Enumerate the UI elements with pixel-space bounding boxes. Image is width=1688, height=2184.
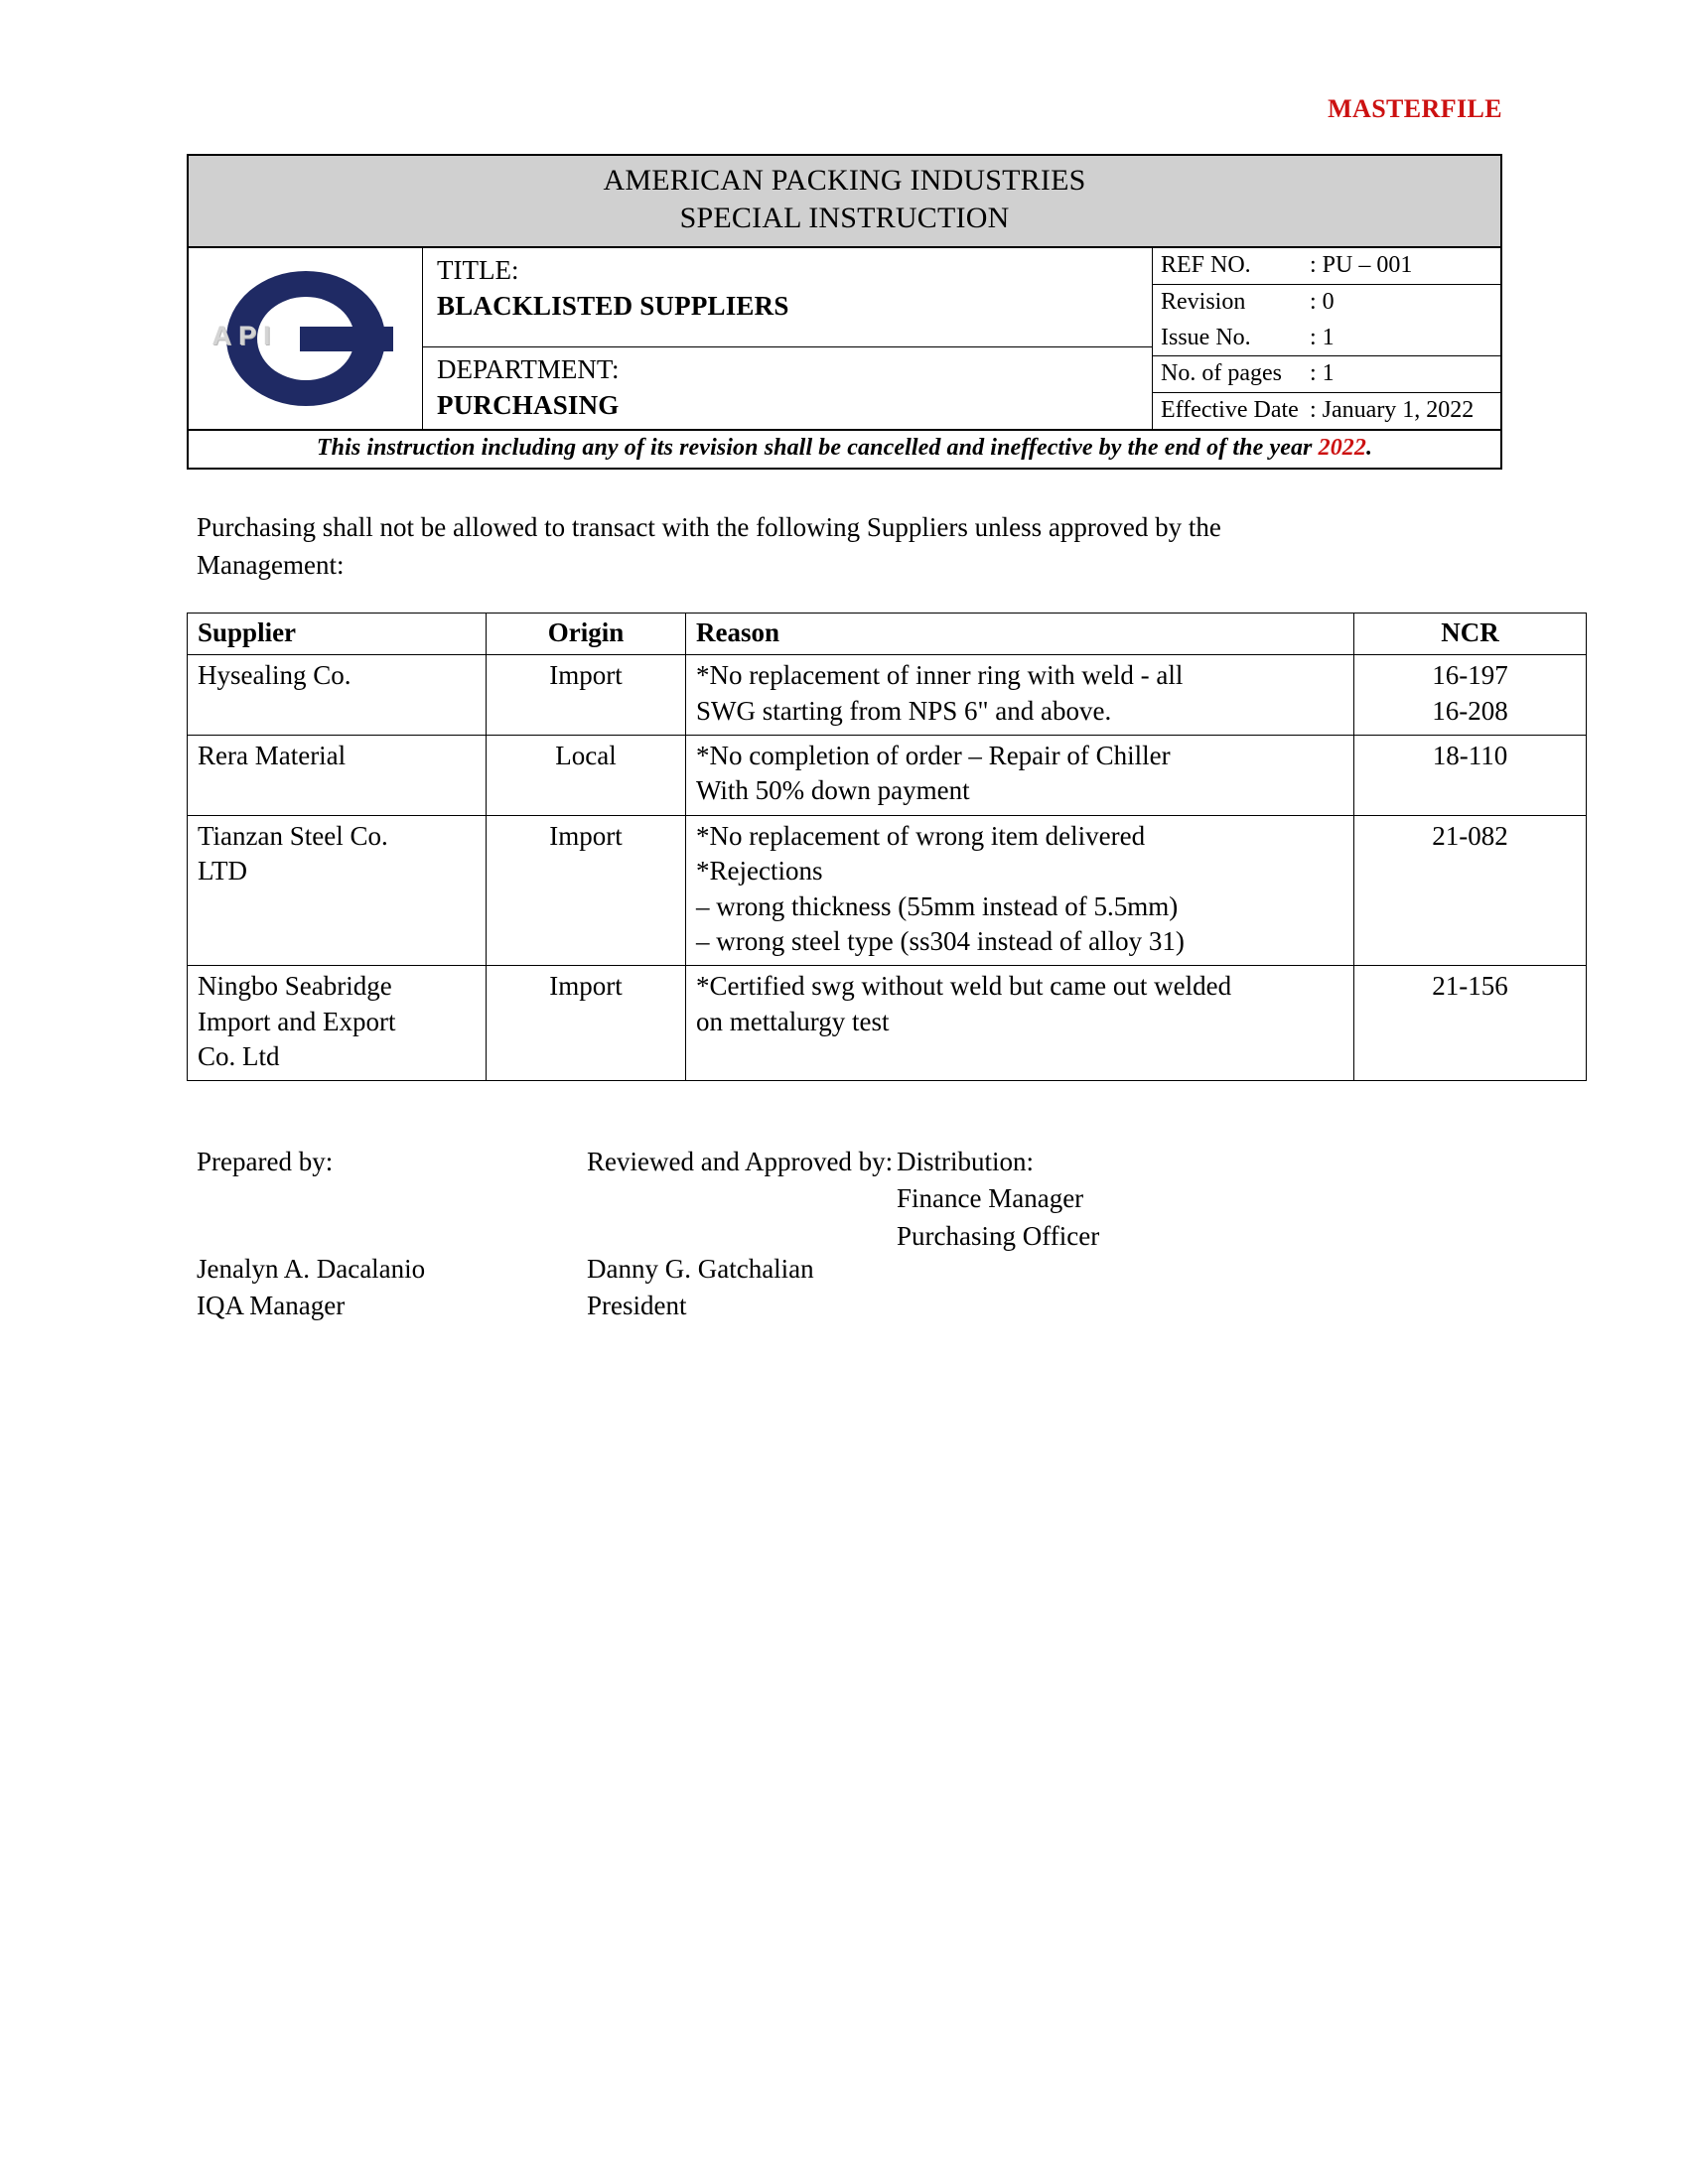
- title-cell: [423, 248, 1152, 347]
- cell-ncr: [1354, 655, 1587, 736]
- header-title-column: [423, 248, 1153, 429]
- cell-origin: Import: [487, 815, 686, 965]
- meta-row-issue-no: [1153, 321, 1500, 356]
- table-header-row: [188, 614, 1587, 655]
- blacklisted-suppliers-table: [187, 613, 1587, 1081]
- meta-row-no-of-pages: [1153, 356, 1500, 393]
- meta-key: No. of pages: [1161, 360, 1282, 387]
- supplier-line: Co. Ltd: [198, 1040, 280, 1071]
- cell-origin: Import: [487, 966, 686, 1081]
- distribution-item: Finance Manager: [897, 1183, 1084, 1214]
- cell-supplier: [188, 966, 487, 1081]
- document-header-box: [187, 154, 1502, 470]
- reason-line: With 50% down payment: [696, 775, 970, 806]
- cell-origin: Import: [487, 655, 686, 736]
- cell-supplier: [188, 736, 487, 816]
- api-logo: [211, 271, 385, 406]
- reviewed-by-role: President: [587, 1291, 687, 1321]
- prepared-by-label: Prepared by:: [197, 1147, 334, 1176]
- cell-supplier: [188, 655, 487, 736]
- reason-line: on mettalurgy test: [696, 1006, 890, 1036]
- header-title-band: [189, 156, 1500, 248]
- reason-line: *Rejections: [696, 856, 823, 887]
- cell-reason: [686, 655, 1354, 736]
- table-row: [188, 966, 1587, 1081]
- ncr-line: 21-156: [1432, 971, 1508, 1002]
- supplier-line: LTD: [198, 856, 248, 887]
- department-value: PURCHASING: [437, 389, 620, 420]
- reason-line: *No replacement of inner ring with weld - all: [696, 660, 1184, 691]
- table-row: [188, 655, 1587, 736]
- meta-row-ref-no: [1153, 248, 1500, 285]
- cell-reason: [686, 966, 1354, 1081]
- header-middle-section: [189, 248, 1500, 431]
- signature-block: [197, 1144, 1487, 1330]
- supplier-line: Hysealing Co.: [198, 660, 352, 691]
- meta-value: : 1: [1310, 324, 1335, 350]
- distribution-item: Purchasing Officer: [897, 1220, 1100, 1251]
- meta-row-effective-date: [1153, 393, 1500, 429]
- prepared-by-name: Jenalyn A. Dacalanio: [197, 1254, 426, 1284]
- department-label: DEPARTMENT:: [437, 354, 620, 385]
- logo-g-notch-icon: [338, 327, 393, 351]
- intro-paragraph: Purchasing shall not be allowed to transact with the following Suppliers unless approved by the Management:: [197, 512, 1221, 581]
- ncr-line: 18-110: [1432, 741, 1508, 771]
- cell-supplier: [188, 815, 487, 965]
- reason-line: SWG starting from NPS 6" and above.: [696, 695, 1112, 726]
- department-cell: [423, 347, 1152, 420]
- reviewed-by-person: [587, 1251, 964, 1325]
- supplier-line: Tianzan Steel Co.: [198, 820, 388, 851]
- title-label: TITLE:: [437, 255, 519, 286]
- meta-key: Revision: [1161, 288, 1246, 315]
- reason-line: – wrong steel type (ss304 instead of alloy 31): [696, 925, 1185, 956]
- meta-value: : January 1, 2022: [1310, 397, 1475, 424]
- table-row: [188, 815, 1587, 965]
- cell-ncr: [1354, 966, 1587, 1081]
- cell-ncr: [1354, 736, 1587, 816]
- masterfile-stamp: MASTERFILE: [1328, 94, 1502, 123]
- meta-value: : 1: [1310, 360, 1335, 387]
- document-type: SPECIAL INSTRUCTION: [679, 202, 1010, 235]
- header-meta-column: [1153, 248, 1500, 429]
- meta-value: : PU – 001: [1310, 252, 1413, 279]
- ncr-line: 16-208: [1432, 695, 1508, 726]
- column-header-ncr: NCR: [1354, 614, 1587, 655]
- reason-line: – wrong thickness (55mm instead of 5.5mm): [696, 890, 1179, 921]
- logo-cell: [189, 248, 423, 429]
- logo-wordmark: API: [211, 320, 278, 350]
- cancellation-note-suffix: .: [1366, 434, 1373, 461]
- meta-row-revision: [1153, 285, 1500, 321]
- reason-line: *Certified swg without weld but came out welded: [696, 971, 1232, 1002]
- supplier-line: Rera Material: [198, 741, 347, 771]
- supplier-line: Import and Export: [198, 1006, 396, 1036]
- distribution-label: Distribution:: [897, 1147, 1035, 1176]
- ncr-line: 16-197: [1432, 660, 1508, 691]
- cancellation-note-year: 2022: [1318, 434, 1366, 461]
- cell-reason: [686, 815, 1354, 965]
- reason-line: *No replacement of wrong item delivered: [696, 820, 1146, 851]
- company-name: AMERICAN PACKING INDUSTRIES: [603, 164, 1086, 197]
- meta-key: Issue No.: [1161, 324, 1251, 350]
- column-header-supplier: Supplier: [188, 614, 487, 655]
- prepared-by-person: [197, 1251, 574, 1325]
- cell-reason: [686, 736, 1354, 816]
- reviewed-by-name: Danny G. Gatchalian: [587, 1254, 814, 1284]
- table-row: [188, 736, 1587, 816]
- meta-group-revision-issue: [1153, 285, 1500, 356]
- cell-ncr: [1354, 815, 1587, 965]
- reason-line: *No completion of order – Repair of Chiller: [696, 741, 1171, 771]
- distribution-column: [897, 1144, 1294, 1255]
- supplier-line: Ningbo Seabridge: [198, 971, 392, 1002]
- meta-key: Effective Date: [1161, 397, 1299, 424]
- cancellation-note-text: This instruction including any of its revision shall be cancelled and ineffective by the end of the year: [316, 434, 1319, 461]
- title-value: BLACKLISTED SUPPLIERS: [437, 290, 789, 321]
- column-header-reason: Reason: [686, 614, 1354, 655]
- column-header-origin: Origin: [487, 614, 686, 655]
- meta-key: REF NO.: [1161, 252, 1251, 279]
- signature-labels-row: [197, 1144, 1487, 1251]
- cell-origin: Local: [487, 736, 686, 816]
- meta-value: : 0: [1310, 288, 1335, 315]
- ncr-line: 21-082: [1432, 820, 1508, 851]
- prepared-by-role: IQA Manager: [197, 1291, 346, 1321]
- cancellation-note: [189, 431, 1500, 468]
- reviewed-approved-by-label: Reviewed and Approved by:: [587, 1147, 894, 1176]
- signature-names-row: [197, 1251, 1487, 1330]
